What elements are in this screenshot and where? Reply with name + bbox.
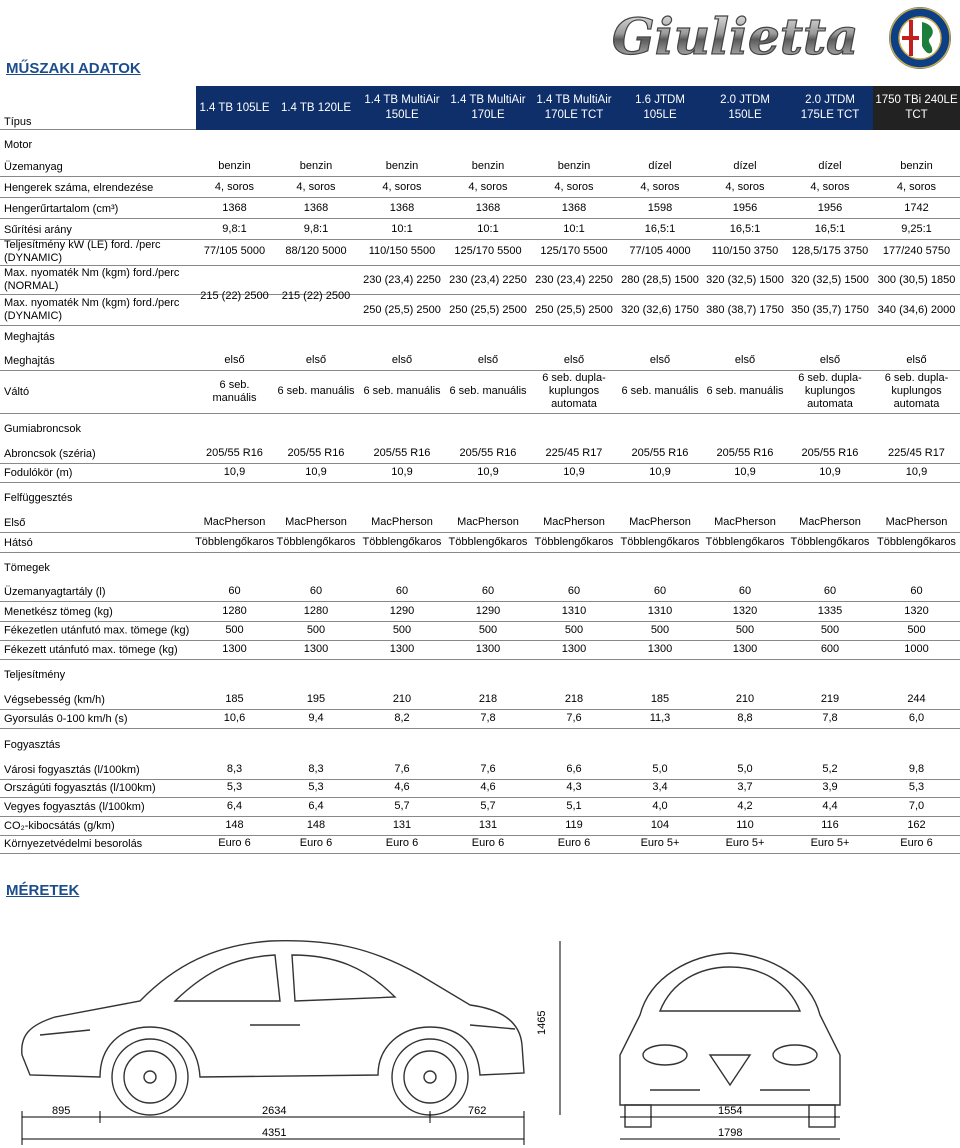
table-row (0, 602, 960, 622)
table-cell: 125/170 5500 (454, 245, 522, 257)
table-cell: 1956 (732, 202, 758, 214)
table-cell: 8,3 (308, 763, 324, 775)
table-row (0, 199, 960, 219)
table-row (0, 295, 960, 326)
table-cell: 60 (228, 585, 241, 597)
table-cell: 5,3 (308, 781, 324, 793)
table-cell: 320 (32,6) 1750 (621, 303, 699, 316)
section-suspension: Felfüggesztés (4, 492, 73, 504)
table-cell: 4,6 (480, 781, 496, 793)
model-header-dark (873, 86, 960, 130)
section-motor: Motor (4, 139, 33, 151)
table-cell: dízel (818, 160, 842, 172)
table-cell: 205/55 R16 (801, 447, 859, 459)
table-cell: Euro 6 (299, 837, 333, 849)
table-cell: 1000 (904, 643, 929, 655)
table-cell: Euro 6 (385, 837, 419, 849)
table-cell: 5,0 (737, 763, 753, 775)
table-cell: Többlengőkaros (276, 536, 356, 548)
table-cell: Euro 6 (900, 837, 933, 849)
row-label: Max. nyomaték Nm (kgm) ford./perc (DYNAMIC) (4, 297, 180, 322)
table-row (0, 816, 960, 836)
table-cell: 60 (910, 585, 923, 597)
table-cell: benzin (218, 160, 251, 172)
table-cell: 8,2 (394, 712, 410, 724)
table-cell: 16,5:1 (814, 223, 846, 235)
table-cell: 6,4 (308, 800, 324, 812)
table-cell: 205/55 R16 (287, 447, 345, 459)
table-cell: 3,4 (652, 781, 668, 793)
table-cell: 500 (306, 624, 326, 636)
table-cell: 8,3 (226, 763, 243, 775)
table-cell: 6,0 (908, 712, 925, 724)
table-cell: 1320 (904, 605, 929, 617)
table-cell: MacPherson (371, 516, 433, 528)
row-label: Fékezetlen utánfutó max. tömege (kg) (4, 624, 190, 636)
table-cell: Többlengőkaros (790, 536, 870, 548)
table-cell: 500 (650, 624, 670, 636)
table-cell: 104 (650, 819, 670, 831)
model-header-cell: 2.0 JTDM 150LE (720, 94, 770, 121)
model-header (196, 86, 873, 130)
table-cell: 3,9 (822, 781, 838, 793)
row-label: Max. nyomaték Nm (kgm) ford./perc (NORMAL) (4, 267, 180, 292)
table-cell: 280 (28,5) 1500 (621, 273, 699, 286)
table-cell: 1300 (303, 643, 329, 655)
table-cell: 1310 (561, 605, 587, 617)
table-cell: 244 (907, 693, 926, 705)
row-label: Első (4, 516, 26, 529)
table-cell: Többlengőkaros (362, 536, 442, 548)
table-cell: 350 (35,7) 1750 (791, 303, 869, 316)
table-cell: 5,2 (822, 763, 838, 775)
row-label: CO₂-kibocsátás (g/km) (4, 819, 115, 832)
table-cell: 1368 (561, 202, 587, 214)
table-cell: 1290 (475, 605, 501, 617)
table-cell: benzin (385, 160, 419, 172)
table-cell: első (477, 354, 499, 366)
table-cell: 1280 (303, 605, 329, 617)
table-row (0, 157, 960, 177)
table-cell: 1742 (904, 202, 929, 214)
row-label: Menetkész tömeg (kg) (4, 605, 113, 618)
table-cell: Euro 6 (557, 837, 591, 849)
table-cell: 225/45 R17 (888, 447, 945, 459)
table-cell: 131 (392, 819, 412, 831)
table-cell: 219 (820, 693, 840, 705)
table-row (0, 621, 960, 641)
table-cell: 205/55 R16 (716, 447, 774, 459)
table-cell: 300 (30,5) 1850 (877, 273, 956, 286)
table-cell: MacPherson (629, 516, 691, 528)
table-cell: 1290 (389, 605, 415, 617)
table-cell: benzin (299, 160, 333, 172)
table-cell: 1300 (222, 643, 247, 655)
table-cell: 60 (395, 585, 409, 597)
table-cell: 4,6 (394, 781, 410, 793)
model-header-cell: 1.4 TB 120LE (280, 101, 352, 114)
table-cell: 1956 (817, 202, 843, 214)
table-cell: dízel (648, 160, 672, 172)
table-cell: MacPherson (543, 516, 605, 528)
table-cell: 10,9 (734, 466, 756, 478)
table-cell: 4,4 (822, 800, 838, 812)
table-cell: 4, soros (640, 181, 680, 193)
table-cell: 1368 (389, 202, 415, 214)
table-row (0, 220, 960, 240)
row-label: Abroncsok (széria) (4, 447, 96, 460)
table-cell: 1300 (647, 643, 673, 655)
table-cell: első (906, 354, 927, 366)
section-tyres: Gumiabroncsok (4, 423, 82, 435)
table-cell: 6 seb. dupla-kuplungos automata (884, 372, 949, 410)
table-cell: 6,6 (566, 763, 582, 775)
table-cell: MacPherson (885, 516, 948, 528)
table-cell: 6 seb. manuális (449, 385, 527, 397)
dim-length: 4351 (262, 1127, 287, 1139)
table-cell: benzin (557, 160, 591, 172)
table-cell: Többlengőkaros (620, 536, 700, 548)
table-cell: 6 seb. manuális (621, 385, 699, 397)
table-cell: dízel (733, 160, 757, 172)
table-cell: 16,5:1 (729, 223, 761, 235)
table-cell: 6,4 (226, 800, 243, 812)
table-row (0, 834, 960, 854)
table-cell: 205/55 R16 (459, 447, 517, 459)
table-cell: 131 (478, 819, 498, 831)
table-cell: MacPherson (714, 516, 776, 528)
row-label: Hengerűrtartalom (cm³) (4, 202, 119, 215)
table-cell: első (305, 354, 327, 366)
table-cell: 148 (306, 819, 326, 831)
table-cell: 250 (25,5) 2500 (363, 303, 441, 316)
section-consumption: Fogyasztás (4, 739, 61, 751)
table-cell: 218 (564, 693, 584, 705)
table-cell: 60 (309, 585, 323, 597)
table-cell: Többlengőkaros (195, 536, 274, 548)
table-cell: Euro 6 (471, 837, 505, 849)
table-cell: benzin (900, 160, 933, 172)
table-cell: 9,8:1 (303, 223, 329, 235)
table-cell: 1335 (817, 605, 843, 617)
giulietta-logo (604, 2, 884, 68)
table-cell: 16,5:1 (644, 223, 676, 235)
table-cell: 6 seb. manuális (212, 378, 257, 404)
table-cell: 4, soros (896, 181, 937, 193)
table-row (0, 797, 960, 817)
table-cell: 4, soros (382, 181, 422, 193)
table-cell: 162 (907, 819, 926, 831)
car-side-view-icon (22, 941, 524, 1115)
table-cell: 10,9 (305, 466, 327, 478)
table-row (0, 351, 960, 371)
table-cell: 500 (392, 624, 412, 636)
table-cell: 110/150 5500 (368, 245, 436, 257)
section-performance: Teljesítmény (4, 669, 66, 681)
row-label: Váltó (4, 385, 30, 398)
table-cell: 320 (32,5) 1500 (791, 273, 869, 286)
table-cell: 4,2 (737, 800, 753, 812)
table-cell: 7,6 (566, 712, 582, 724)
table-cell: MacPherson (457, 516, 519, 528)
table-cell: 128,5/175 3750 (791, 245, 869, 257)
table-cell: 5,0 (652, 763, 668, 775)
model-header-cell: 1.4 TB MultiAir 170LE (450, 94, 526, 121)
table-cell: 600 (820, 643, 840, 655)
table-cell: 10,9 (223, 466, 246, 478)
table-cell: Többlengőkaros (705, 536, 785, 548)
table-cell: 230 (23,4) 2250 (449, 273, 527, 286)
table-cell: Többlengőkaros (448, 536, 528, 548)
table-cell: 500 (907, 624, 926, 636)
table-row (0, 178, 960, 198)
table-cell: 1368 (222, 202, 247, 214)
table-cell: 9,8 (908, 763, 925, 775)
table-cell: 205/55 R16 (206, 447, 263, 459)
dim-width: 1798 (718, 1127, 743, 1139)
table-row (0, 533, 960, 553)
model-header-cell: 1.6 JTDM 105LE (635, 94, 685, 121)
table-cell: 9,8:1 (222, 223, 247, 235)
table-cell: 1310 (647, 605, 673, 617)
dim-wheelbase: 2634 (262, 1105, 287, 1117)
table-cell: első (563, 354, 585, 366)
table-cell: 60 (481, 585, 495, 597)
table-cell: 1300 (561, 643, 587, 655)
row-label: Fékezett utánfutó max. tömege (kg) (4, 643, 178, 656)
table-row (0, 582, 960, 602)
table-cell: 9,4 (308, 712, 324, 724)
table-cell: 205/55 R16 (373, 447, 431, 459)
table-row (0, 463, 960, 483)
table-cell: 5,7 (394, 800, 410, 812)
table-cell: 77/105 4000 (629, 245, 691, 257)
table-cell: 7,0 (908, 800, 925, 812)
table-cell: 88/120 5000 (285, 245, 347, 257)
table-cell: első (819, 354, 841, 366)
table-cell: első (391, 354, 413, 366)
type-label: Típus (4, 116, 32, 128)
table-cell: 10,9 (819, 466, 841, 478)
row-label: Fodulókör (m) (4, 466, 73, 479)
row-label: Teljesítmény kW (LE) ford. /perc (DYNAMIC) (4, 238, 161, 264)
table-cell: 116 (821, 819, 839, 831)
table-cell: 250 (25,5) 2500 (449, 303, 527, 316)
table-cell: 195 (306, 693, 326, 705)
row-label: Országúti fogyasztás (l/100km) (4, 781, 156, 794)
alfa-romeo-badge-icon (888, 6, 952, 70)
table-cell: 10:1 (391, 223, 413, 235)
table-cell: 500 (820, 624, 840, 636)
table-cell: 11,3 (649, 712, 671, 724)
table-cell: MacPherson (203, 516, 266, 528)
table-cell: 380 (38,7) 1750 (706, 303, 784, 316)
table-cell: 1368 (475, 202, 501, 214)
table-cell: 500 (225, 624, 244, 636)
table-cell: 1320 (732, 605, 758, 617)
table-row (0, 709, 960, 729)
table-cell: 1280 (222, 605, 247, 617)
table-row (0, 690, 960, 710)
table-cell: első (649, 354, 671, 366)
table-cell: 5,1 (566, 800, 582, 812)
model-header-cell: 2.0 JTDM 175LE TCT (800, 94, 860, 121)
table-cell: 4, soros (296, 181, 336, 193)
table-cell: Euro 5+ (725, 837, 765, 849)
table-cell: 4,3 (566, 781, 582, 793)
table-cell: első (734, 354, 756, 366)
row-label: Sűrítési arány (4, 223, 72, 236)
table-cell: 185 (650, 693, 670, 705)
table-cell: 4, soros (554, 181, 594, 193)
table-cell: 500 (735, 624, 755, 636)
dim-front-overhang: 895 (52, 1105, 71, 1117)
table-cell: 6 seb. dupla-kuplungos automata (542, 372, 606, 410)
car-front-view-icon (620, 953, 840, 1127)
table-cell: 4, soros (810, 181, 850, 193)
table-row (0, 778, 960, 798)
table-cell: 110 (736, 819, 754, 831)
table-row (0, 266, 960, 295)
table-cell: 10:1 (563, 223, 585, 235)
table-cell: 10,6 (223, 712, 246, 724)
table-cell: 10,9 (391, 466, 413, 478)
table-cell: 185 (225, 693, 244, 705)
model-header-cell: 1.4 TB MultiAir 170LE TCT (536, 94, 612, 121)
table-cell: 1300 (475, 643, 501, 655)
table-cell: 60 (567, 585, 581, 597)
table-cell: 9,25:1 (901, 223, 932, 235)
table-cell: 5,7 (480, 800, 496, 812)
model-header-cell: 1.4 TB MultiAir 150LE (364, 94, 440, 121)
dim-rear-overhang: 762 (468, 1105, 487, 1117)
table-cell: 177/240 5750 (882, 245, 951, 257)
section-drive: Meghajtás (4, 331, 55, 343)
table-cell: 77/105 5000 (203, 245, 266, 257)
table-cell: 340 (34,6) 2000 (877, 303, 956, 316)
table-cell: 218 (478, 693, 498, 705)
row-label: Városi fogyasztás (l/100km) (4, 763, 140, 776)
table-cell: 119 (565, 819, 583, 831)
table-cell: 6 seb. manuális (277, 385, 355, 397)
table-cell: MacPherson (799, 516, 861, 528)
table-cell: 1598 (647, 202, 673, 214)
table-cell: 6 seb. dupla-kuplungos automata (798, 372, 862, 410)
table-cell: MacPherson (285, 516, 347, 528)
table-cell: 3,7 (737, 781, 753, 793)
table-cell: 110/150 3750 (711, 245, 779, 257)
row-label: Üzemanyagtartály (l) (4, 585, 106, 598)
table-cell: 210 (392, 693, 412, 705)
table-cell: 4,0 (652, 800, 668, 812)
row-label: Környezetvédelmi besorolás (4, 837, 143, 850)
table-cell: 10:1 (477, 223, 499, 235)
row-label: Végsebesség (km/h) (4, 693, 105, 706)
table-cell: 4, soros (468, 181, 508, 193)
table-cell: 250 (25,5) 2500 (535, 303, 613, 316)
table-cell: 210 (735, 693, 755, 705)
table-cell: Euro 6 (218, 837, 251, 849)
dimensions-drawing (0, 905, 960, 1148)
table-cell: 7,8 (480, 712, 496, 724)
table-cell: 320 (32,5) 1500 (706, 273, 784, 286)
table-cell: 60 (653, 585, 667, 597)
dimensions-title: MÉRETEK (6, 882, 80, 899)
table-cell: 60 (823, 585, 837, 597)
row-label: Hengerek száma, elrendezése (4, 181, 154, 194)
table-cell: 10,9 (905, 466, 928, 478)
table-cell: 6 seb. manuális (706, 385, 784, 397)
table-row (0, 640, 960, 660)
table-cell: 5,3 (908, 781, 925, 793)
table-cell: 8,8 (737, 712, 753, 724)
model-header-cell: 1.4 TB 105LE (199, 101, 270, 114)
table-row (0, 513, 960, 533)
table-row (0, 444, 960, 464)
table-cell: 7,6 (394, 763, 410, 775)
row-label: Vegyes fogyasztás (l/100km) (4, 800, 145, 813)
table-cell: első (224, 354, 245, 366)
table-row (0, 238, 960, 266)
table-cell: 4, soros (214, 181, 255, 193)
table-cell: 1300 (732, 643, 758, 655)
table-cell-merged: 215 (22) 2500 (281, 290, 351, 302)
table-cell: 1368 (303, 202, 329, 214)
table-cell: 1300 (389, 643, 415, 655)
table-cell: Többlengőkaros (534, 536, 614, 548)
table-cell: 6 seb. manuális (363, 385, 441, 397)
table-cell: 148 (225, 819, 244, 831)
table-cell: 5,3 (226, 781, 243, 793)
table-cell: 500 (478, 624, 498, 636)
table-cell: 205/55 R16 (631, 447, 689, 459)
section-masses: Tömegek (4, 562, 50, 574)
table-cell: 10,9 (649, 466, 671, 478)
table-cell: Többlengőkaros (877, 536, 956, 548)
table-cell: Euro 5+ (810, 837, 850, 849)
table-cell: 230 (23,4) 2250 (535, 273, 613, 286)
model-header-cell: 1750 TBi 240LE TCT (875, 94, 958, 121)
row-label: Üzemanyag (4, 160, 63, 173)
dim-height: 1465 (536, 1010, 548, 1035)
row-label: Meghajtás (4, 354, 55, 367)
table-cell: 10,9 (563, 466, 585, 478)
table-cell: 230 (23,4) 2250 (363, 273, 441, 286)
table-cell: 10,9 (477, 466, 499, 478)
dim-front-track: 1554 (718, 1105, 743, 1117)
table-cell: 60 (738, 585, 752, 597)
table-row (0, 370, 960, 414)
page-title: MŰSZAKI ADATOK (6, 60, 141, 77)
table-cell-merged: 215 (22) 2500 (200, 290, 269, 302)
table-cell: 225/45 R17 (545, 447, 603, 459)
table-cell: benzin (471, 160, 505, 172)
table-cell: 4, soros (725, 181, 765, 193)
table-cell: Euro 5+ (640, 837, 680, 849)
table-cell: 125/170 5500 (540, 245, 608, 257)
table-cell: 7,6 (480, 763, 496, 775)
table-row (0, 760, 960, 780)
table-cell: 7,8 (822, 712, 838, 724)
row-label: Gyorsulás 0-100 km/h (s) (4, 712, 128, 725)
svg-text:Giulietta: Giulietta (612, 7, 859, 66)
row-label: Hátsó (4, 536, 33, 549)
table-cell: 500 (564, 624, 584, 636)
